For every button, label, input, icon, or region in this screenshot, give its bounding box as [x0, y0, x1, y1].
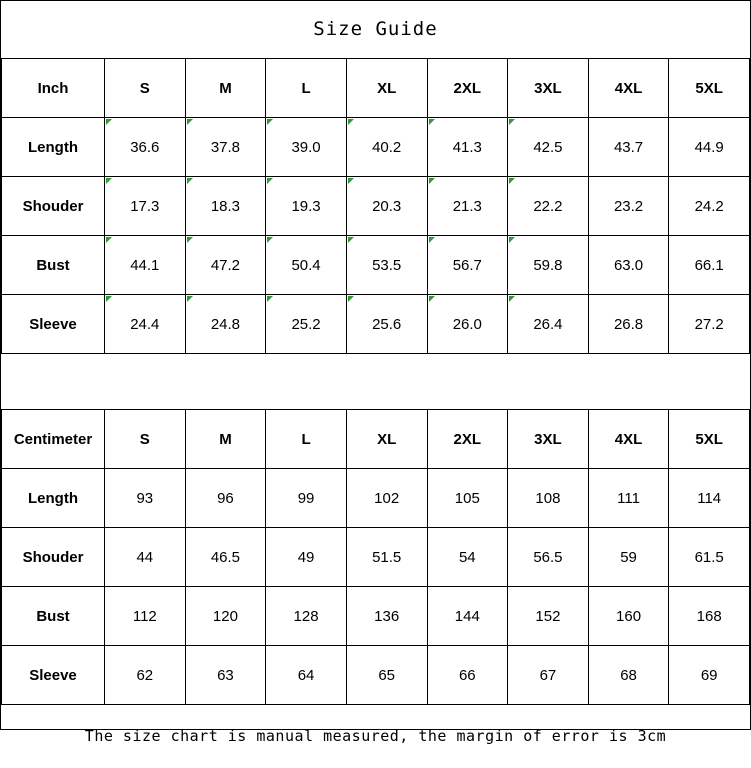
cell-length-s: 36.6	[105, 118, 186, 177]
cell-cm-shouder-xl: 51.5	[346, 528, 427, 587]
table-row	[2, 587, 750, 646]
cell-bust-4xl: 63.0	[588, 236, 669, 295]
cell-cm-shouder-2xl: 54	[427, 528, 508, 587]
cell-shouder-5xl: 24.2	[669, 177, 750, 236]
cell-cm-shouder-s: 44	[105, 528, 186, 587]
cell-shouder-s: 17.3	[105, 177, 186, 236]
cell-cm-length-5xl: 114	[669, 469, 750, 528]
cell-sleeve-m: 24.8	[185, 295, 266, 354]
cell-cm-bust-3xl: 152	[508, 587, 589, 646]
table-header-row	[2, 410, 750, 469]
column-header-cm-s: S	[105, 410, 186, 469]
cell-length-2xl: 41.3	[427, 118, 508, 177]
cell-length-3xl: 42.5	[508, 118, 589, 177]
cell-sleeve-2xl: 26.0	[427, 295, 508, 354]
cell-cm-bust-5xl: 168	[669, 587, 750, 646]
cell-cm-sleeve-4xl: 68	[588, 646, 669, 705]
footer-note: The size chart is manual measured, the margin of error is 3cm	[84, 727, 667, 745]
table-row	[2, 236, 750, 295]
cell-cm-sleeve-5xl: 69	[669, 646, 750, 705]
cell-shouder-2xl: 21.3	[427, 177, 508, 236]
column-header-cm-m: M	[185, 410, 266, 469]
cell-cm-length-xl: 102	[346, 469, 427, 528]
column-header-xl: XL	[346, 59, 427, 118]
column-header-m: M	[185, 59, 266, 118]
cell-cm-sleeve-m: 63	[185, 646, 266, 705]
row-label-sleeve: Sleeve	[2, 295, 105, 354]
cell-cm-shouder-l: 49	[266, 528, 347, 587]
cell-shouder-3xl: 22.2	[508, 177, 589, 236]
cell-cm-bust-4xl: 160	[588, 587, 669, 646]
column-header-l: L	[266, 59, 347, 118]
table-row	[2, 528, 750, 587]
cell-bust-m: 47.2	[185, 236, 266, 295]
cell-cm-shouder-5xl: 61.5	[669, 528, 750, 587]
cell-cm-sleeve-l: 64	[266, 646, 347, 705]
cell-shouder-xl: 20.3	[346, 177, 427, 236]
cell-cm-shouder-4xl: 59	[588, 528, 669, 587]
column-header-5xl: 5XL	[669, 59, 750, 118]
table-row	[2, 177, 750, 236]
cell-bust-5xl: 66.1	[669, 236, 750, 295]
cell-cm-bust-l: 128	[266, 587, 347, 646]
column-header-cm-5xl: 5XL	[669, 410, 750, 469]
cell-cm-bust-m: 120	[185, 587, 266, 646]
cell-cm-length-4xl: 111	[588, 469, 669, 528]
table-row	[2, 646, 750, 705]
cell-cm-length-3xl: 108	[508, 469, 589, 528]
table-row	[2, 469, 750, 528]
column-header-s: S	[105, 59, 186, 118]
cell-cm-length-m: 96	[185, 469, 266, 528]
column-header-2xl: 2XL	[427, 59, 508, 118]
column-header-3xl: 3XL	[508, 59, 589, 118]
column-header-cm-l: L	[266, 410, 347, 469]
column-header-cm-3xl: 3XL	[508, 410, 589, 469]
cell-sleeve-xl: 25.6	[346, 295, 427, 354]
cell-cm-bust-xl: 136	[346, 587, 427, 646]
column-header-cm-xl: XL	[346, 410, 427, 469]
table-row	[2, 295, 750, 354]
cell-sleeve-3xl: 26.4	[508, 295, 589, 354]
cell-cm-shouder-3xl: 56.5	[508, 528, 589, 587]
row-label-cm-sleeve: Sleeve	[2, 646, 105, 705]
cell-length-5xl: 44.9	[669, 118, 750, 177]
cell-cm-length-l: 99	[266, 469, 347, 528]
cell-length-m: 37.8	[185, 118, 266, 177]
table-row	[2, 118, 750, 177]
column-header-4xl: 4XL	[588, 59, 669, 118]
cell-sleeve-5xl: 27.2	[669, 295, 750, 354]
cell-sleeve-l: 25.2	[266, 295, 347, 354]
cell-length-xl: 40.2	[346, 118, 427, 177]
cell-cm-length-s: 93	[105, 469, 186, 528]
row-label-bust: Bust	[2, 236, 105, 295]
cell-bust-s: 44.1	[105, 236, 186, 295]
cell-bust-2xl: 56.7	[427, 236, 508, 295]
column-header-cm-2xl: 2XL	[427, 410, 508, 469]
cell-cm-sleeve-xl: 65	[346, 646, 427, 705]
unit-label-inch: Inch	[2, 59, 105, 118]
row-label-cm-shouder: Shouder	[2, 528, 105, 587]
cell-sleeve-s: 24.4	[105, 295, 186, 354]
table-spacer	[1, 354, 750, 409]
cell-shouder-4xl: 23.2	[588, 177, 669, 236]
cell-length-l: 39.0	[266, 118, 347, 177]
column-header-cm-4xl: 4XL	[588, 410, 669, 469]
cell-cm-sleeve-s: 62	[105, 646, 186, 705]
cell-cm-shouder-m: 46.5	[185, 528, 266, 587]
cell-cm-sleeve-2xl: 66	[427, 646, 508, 705]
cell-shouder-m: 18.3	[185, 177, 266, 236]
inch-size-table	[1, 58, 750, 354]
cell-cm-bust-2xl: 144	[427, 587, 508, 646]
cell-bust-xl: 53.5	[346, 236, 427, 295]
cell-shouder-l: 19.3	[266, 177, 347, 236]
cell-sleeve-4xl: 26.8	[588, 295, 669, 354]
cell-bust-3xl: 59.8	[508, 236, 589, 295]
centimeter-size-table	[1, 409, 750, 705]
page-title: Size Guide	[313, 18, 438, 40]
cell-length-4xl: 43.7	[588, 118, 669, 177]
row-label-cm-bust: Bust	[2, 587, 105, 646]
unit-label-centimeter: Centimeter	[2, 410, 105, 469]
table-header-row	[2, 59, 750, 118]
row-label-length: Length	[2, 118, 105, 177]
row-label-shouder: Shouder	[2, 177, 105, 236]
cell-cm-length-2xl: 105	[427, 469, 508, 528]
cell-cm-bust-s: 112	[105, 587, 186, 646]
row-label-cm-length: Length	[2, 469, 105, 528]
cell-cm-sleeve-3xl: 67	[508, 646, 589, 705]
cell-bust-l: 50.4	[266, 236, 347, 295]
